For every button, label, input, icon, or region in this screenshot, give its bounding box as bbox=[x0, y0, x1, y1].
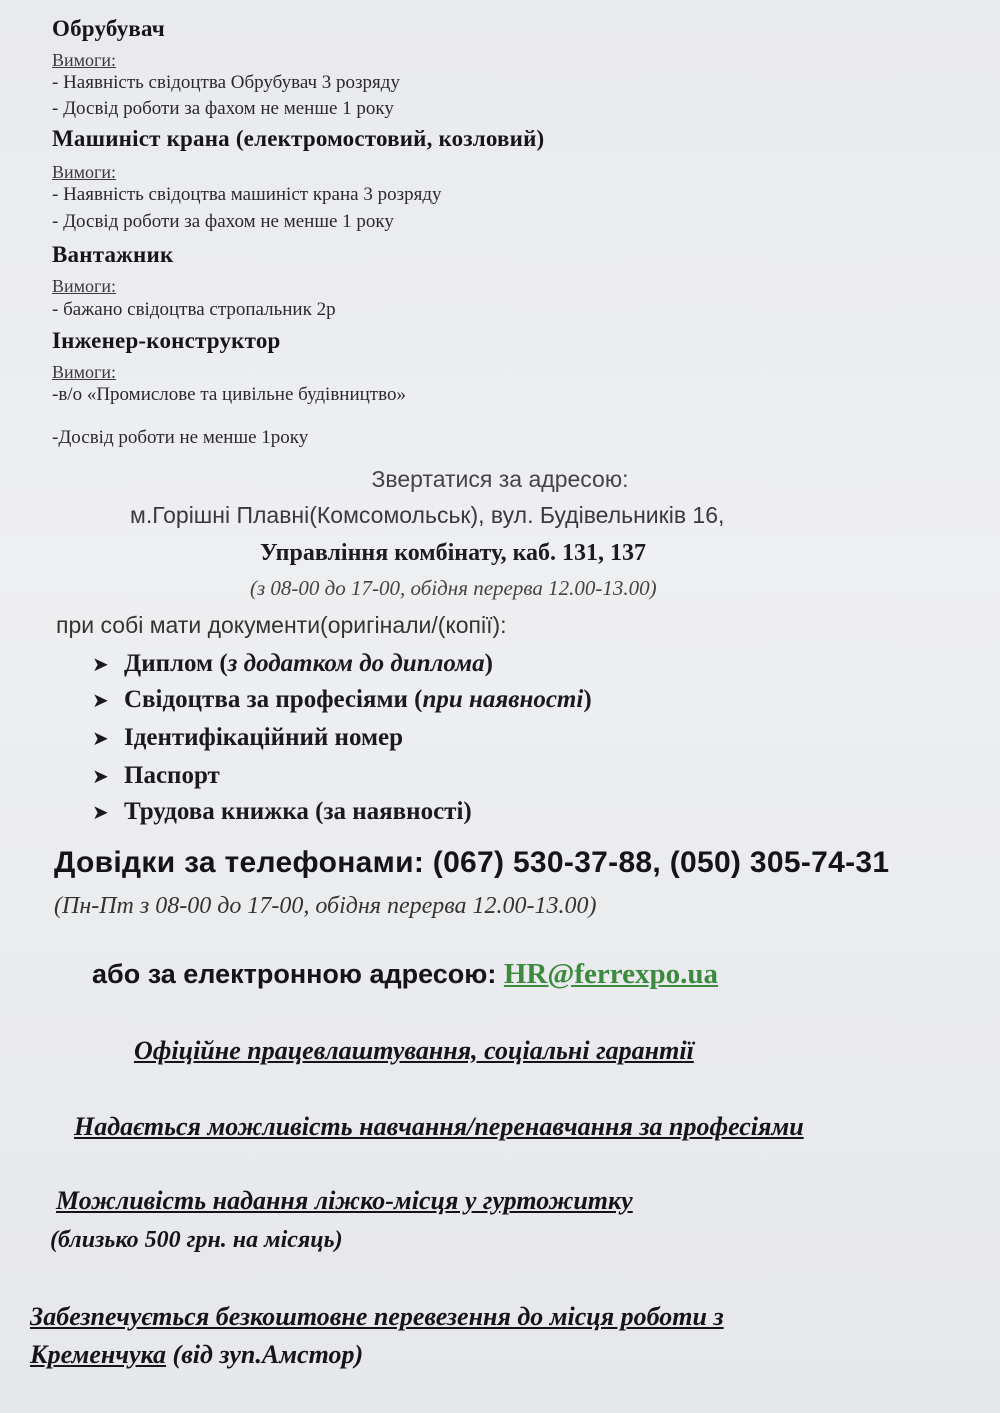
perk-dormitory: Можливість надання ліжко-місця у гуртожитку bbox=[56, 1186, 633, 1215]
arrow-bullet-icon: ➤ bbox=[92, 652, 109, 676]
perk-dormitory-price: (близько 500 грн. на місяць) bbox=[50, 1227, 343, 1253]
office-hours: (з 08-00 до 17-00, обідня перерва 12.00-13.00) bbox=[250, 576, 657, 600]
requirement-item: -в/о «Промислове та цивільне будівництво» bbox=[52, 384, 406, 405]
perk-official-employment: Офіційне працевлаштування, соціальні гарантії bbox=[134, 1036, 694, 1065]
arrow-bullet-icon: ➤ bbox=[92, 688, 109, 712]
contact-heading: Звертатися за адресою: bbox=[371, 466, 629, 492]
document-item-diploma: ➤ Диплом (з додатком до диплома) bbox=[92, 650, 493, 677]
job-title-obrubuvach: Обрубувач bbox=[52, 16, 165, 41]
email-link[interactable]: HR@ferrexpo.ua bbox=[503, 958, 718, 990]
requirements-label: Вимоги: bbox=[52, 162, 117, 182]
arrow-bullet-icon: ➤ bbox=[92, 726, 109, 750]
phone-hours: (Пн-Пт з 08-00 до 17-00, обідня перерва 12.00-13.00) bbox=[54, 893, 597, 919]
job-title-loader: Вантажник bbox=[52, 242, 174, 267]
contact-address: м.Горішні Плавні(Комсомольськ), вул. Будівельників 16, bbox=[130, 502, 725, 528]
requirement-item: - Наявність свідоцтва Обрубувач 3 розряду bbox=[52, 72, 400, 93]
perk-transport-line2 bbox=[30, 1340, 363, 1370]
contact-office: Управління комбінату, каб. 131, 137 bbox=[260, 540, 647, 566]
documents-intro: при собі мати документи(оригінали/(копії): bbox=[56, 612, 507, 638]
transport-stop: (від зуп.Амстор) bbox=[166, 1340, 364, 1369]
perk-training: Надається можливість навчання/перенавчання за професіями bbox=[74, 1112, 804, 1141]
email-prefix: або за електронною адресою: bbox=[92, 959, 497, 989]
transport-city: Кременчука bbox=[30, 1340, 167, 1369]
document-item-tax-id: ➤ Ідентифікаційний номер bbox=[92, 724, 404, 751]
requirement-item: - Досвід роботи за фахом не менше 1 року bbox=[52, 211, 394, 232]
requirements-label: Вимоги: bbox=[52, 362, 117, 382]
perk-transport: Забезпечується безкоштовне перевезення до місця роботи з bbox=[30, 1302, 724, 1331]
requirement-item: -Досвід роботи не менше 1року bbox=[52, 427, 309, 448]
job-title-crane-operator: Машиніст крана (електромостовий, козловий) bbox=[52, 126, 545, 151]
arrow-bullet-icon: ➤ bbox=[92, 764, 109, 788]
requirements-label: Вимоги: bbox=[52, 276, 117, 296]
document-item-certificates: ➤ Свідоцтва за професіями (при наявності) bbox=[92, 686, 592, 713]
requirement-item: - Наявність свідоцтва машиніст крана 3 розряду bbox=[52, 184, 442, 205]
requirement-item: - Досвід роботи за фахом не менше 1 року bbox=[52, 98, 394, 119]
email-line bbox=[92, 958, 718, 991]
requirements-label: Вимоги: bbox=[52, 50, 117, 70]
phone-numbers: Довідки за телефонами: (067) 530-37-88, (050) 305-74-31 bbox=[54, 846, 890, 879]
document-item-employment-record: ➤ Трудова книжка (за наявності) bbox=[92, 798, 472, 825]
arrow-bullet-icon: ➤ bbox=[92, 800, 109, 824]
requirement-item: - бажано свідоцтва стропальник 2р bbox=[52, 299, 336, 320]
document-item-passport: ➤ Паспорт bbox=[92, 762, 220, 789]
job-title-design-engineer: Інженер-конструктор bbox=[52, 328, 281, 353]
